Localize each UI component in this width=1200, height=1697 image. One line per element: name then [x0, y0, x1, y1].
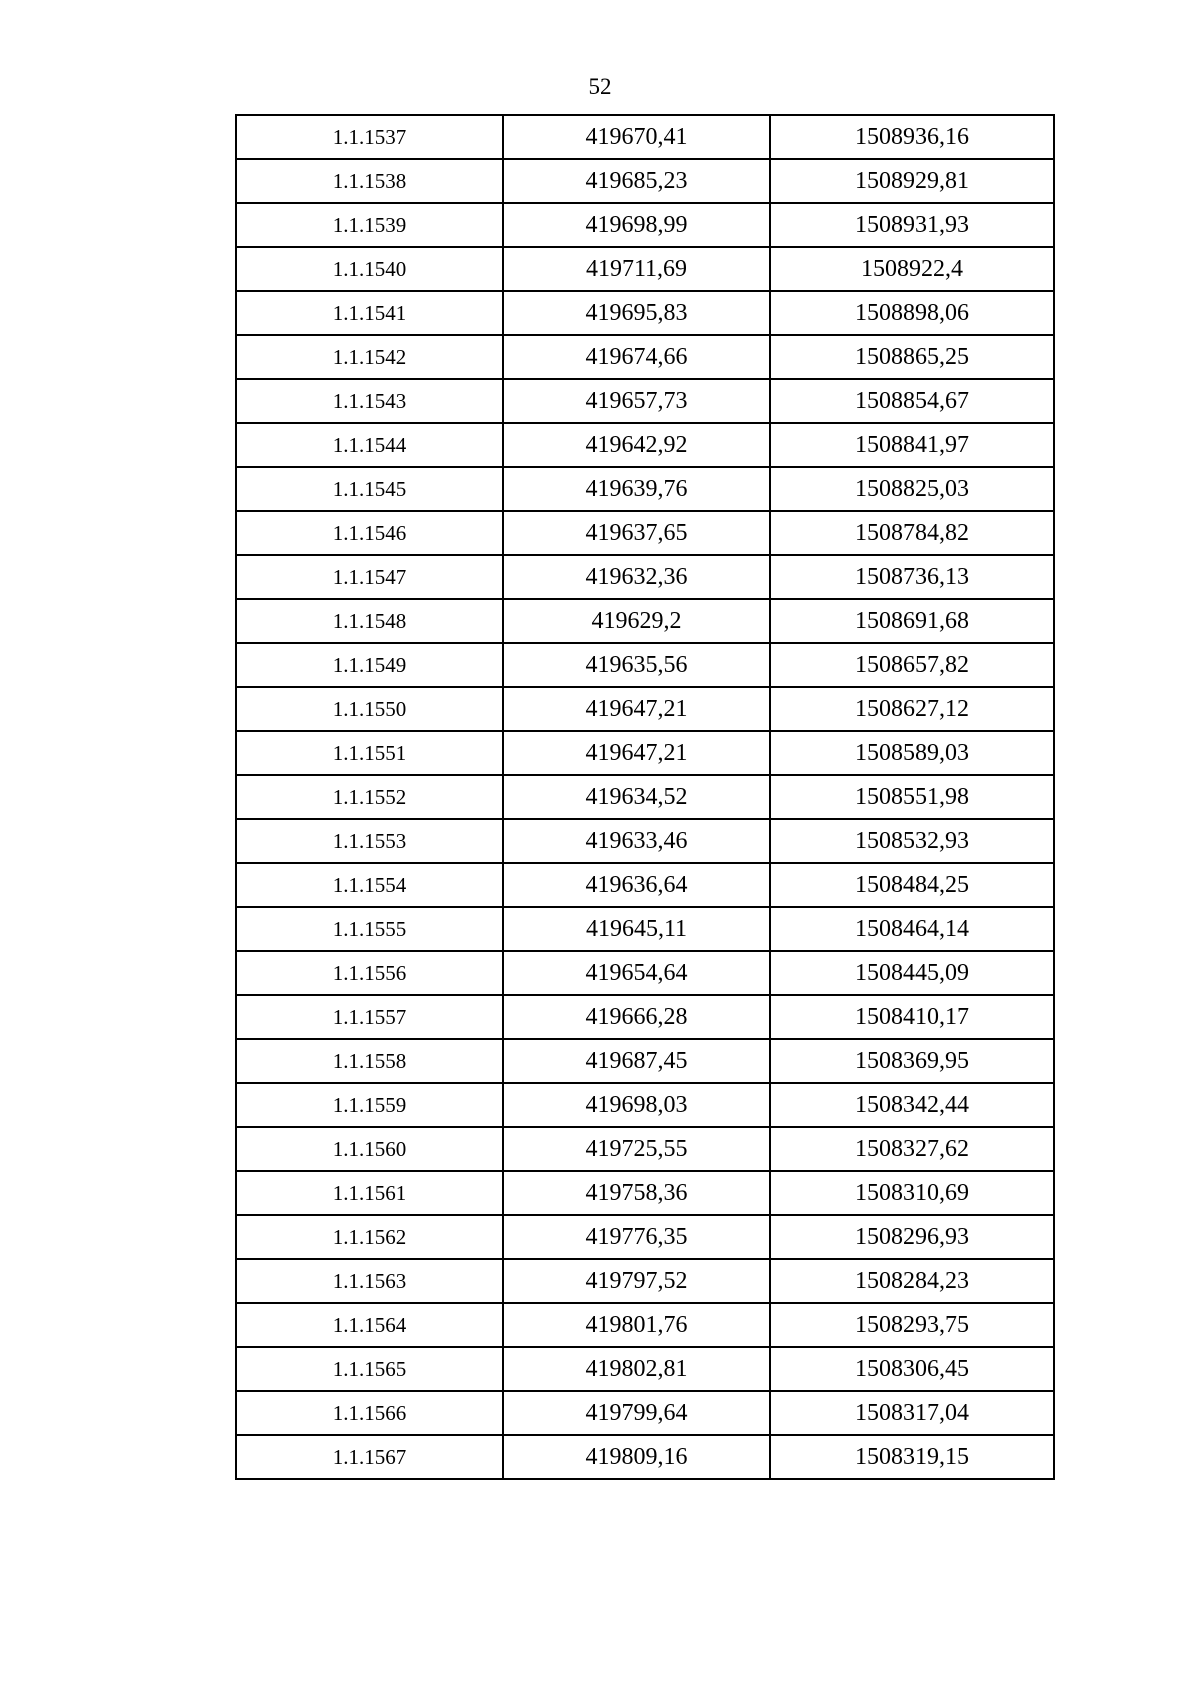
- y-coordinate-cell: 1508736,13: [770, 555, 1054, 599]
- point-id-cell: 1.1.1545: [236, 467, 503, 511]
- table-row: [236, 1435, 1054, 1479]
- table-row: [236, 995, 1054, 1039]
- point-id-cell: 1.1.1548: [236, 599, 503, 643]
- x-coordinate-cell: 419725,55: [503, 1127, 770, 1171]
- x-coordinate-cell: 419758,36: [503, 1171, 770, 1215]
- table-row: [236, 467, 1054, 511]
- y-coordinate-cell: 1508865,25: [770, 335, 1054, 379]
- point-id-cell: 1.1.1553: [236, 819, 503, 863]
- table-row: [236, 819, 1054, 863]
- x-coordinate-cell: 419674,66: [503, 335, 770, 379]
- y-coordinate-cell: 1508841,97: [770, 423, 1054, 467]
- table-row: [236, 511, 1054, 555]
- point-id-cell: 1.1.1556: [236, 951, 503, 995]
- y-coordinate-cell: 1508657,82: [770, 643, 1054, 687]
- point-id-cell: 1.1.1567: [236, 1435, 503, 1479]
- table-row: [236, 1171, 1054, 1215]
- x-coordinate-cell: 419635,56: [503, 643, 770, 687]
- x-coordinate-cell: 419633,46: [503, 819, 770, 863]
- table-row: [236, 247, 1054, 291]
- table-row: [236, 379, 1054, 423]
- table-row: [236, 203, 1054, 247]
- table-row: [236, 599, 1054, 643]
- table-row: [236, 291, 1054, 335]
- table-row: [236, 1127, 1054, 1171]
- x-coordinate-cell: 419634,52: [503, 775, 770, 819]
- x-coordinate-cell: 419642,92: [503, 423, 770, 467]
- point-id-cell: 1.1.1557: [236, 995, 503, 1039]
- point-id-cell: 1.1.1550: [236, 687, 503, 731]
- x-coordinate-cell: 419647,21: [503, 687, 770, 731]
- x-coordinate-cell: 419698,03: [503, 1083, 770, 1127]
- y-coordinate-cell: 1508551,98: [770, 775, 1054, 819]
- x-coordinate-cell: 419637,65: [503, 511, 770, 555]
- y-coordinate-cell: 1508854,67: [770, 379, 1054, 423]
- y-coordinate-cell: 1508464,14: [770, 907, 1054, 951]
- x-coordinate-cell: 419639,76: [503, 467, 770, 511]
- point-id-cell: 1.1.1565: [236, 1347, 503, 1391]
- point-id-cell: 1.1.1542: [236, 335, 503, 379]
- point-id-cell: 1.1.1551: [236, 731, 503, 775]
- x-coordinate-cell: 419654,64: [503, 951, 770, 995]
- y-coordinate-cell: 1508691,68: [770, 599, 1054, 643]
- coordinates-table-body: [236, 115, 1054, 1479]
- table-row: [236, 1039, 1054, 1083]
- y-coordinate-cell: 1508319,15: [770, 1435, 1054, 1479]
- point-id-cell: 1.1.1547: [236, 555, 503, 599]
- x-coordinate-cell: 419776,35: [503, 1215, 770, 1259]
- y-coordinate-cell: 1508284,23: [770, 1259, 1054, 1303]
- table-row: [236, 1083, 1054, 1127]
- table-row: [236, 423, 1054, 467]
- point-id-cell: 1.1.1543: [236, 379, 503, 423]
- point-id-cell: 1.1.1537: [236, 115, 503, 159]
- y-coordinate-cell: 1508784,82: [770, 511, 1054, 555]
- x-coordinate-cell: 419698,99: [503, 203, 770, 247]
- point-id-cell: 1.1.1554: [236, 863, 503, 907]
- point-id-cell: 1.1.1559: [236, 1083, 503, 1127]
- table-row: [236, 1347, 1054, 1391]
- y-coordinate-cell: 1508369,95: [770, 1039, 1054, 1083]
- table-row: [236, 115, 1054, 159]
- point-id-cell: 1.1.1552: [236, 775, 503, 819]
- x-coordinate-cell: 419711,69: [503, 247, 770, 291]
- y-coordinate-cell: 1508293,75: [770, 1303, 1054, 1347]
- page-number: 52: [588, 74, 612, 99]
- y-coordinate-cell: 1508484,25: [770, 863, 1054, 907]
- table-row: [236, 863, 1054, 907]
- point-id-cell: 1.1.1563: [236, 1259, 503, 1303]
- x-coordinate-cell: 419670,41: [503, 115, 770, 159]
- y-coordinate-cell: 1508317,04: [770, 1391, 1054, 1435]
- point-id-cell: 1.1.1544: [236, 423, 503, 467]
- x-coordinate-cell: 419666,28: [503, 995, 770, 1039]
- point-id-cell: 1.1.1566: [236, 1391, 503, 1435]
- point-id-cell: 1.1.1555: [236, 907, 503, 951]
- table-row: [236, 555, 1054, 599]
- table-row: [236, 643, 1054, 687]
- y-coordinate-cell: 1508929,81: [770, 159, 1054, 203]
- x-coordinate-cell: 419636,64: [503, 863, 770, 907]
- y-coordinate-cell: 1508532,93: [770, 819, 1054, 863]
- y-coordinate-cell: 1508589,03: [770, 731, 1054, 775]
- y-coordinate-cell: 1508296,93: [770, 1215, 1054, 1259]
- x-coordinate-cell: 419685,23: [503, 159, 770, 203]
- table-row: [236, 1215, 1054, 1259]
- y-coordinate-cell: 1508310,69: [770, 1171, 1054, 1215]
- table-row: [236, 1391, 1054, 1435]
- point-id-cell: 1.1.1558: [236, 1039, 503, 1083]
- x-coordinate-cell: 419799,64: [503, 1391, 770, 1435]
- table-row: [236, 335, 1054, 379]
- table-row: [236, 1303, 1054, 1347]
- x-coordinate-cell: 419647,21: [503, 731, 770, 775]
- x-coordinate-cell: 419629,2: [503, 599, 770, 643]
- y-coordinate-cell: 1508931,93: [770, 203, 1054, 247]
- x-coordinate-cell: 419687,45: [503, 1039, 770, 1083]
- table-row: [236, 159, 1054, 203]
- x-coordinate-cell: 419801,76: [503, 1303, 770, 1347]
- point-id-cell: 1.1.1538: [236, 159, 503, 203]
- y-coordinate-cell: 1508627,12: [770, 687, 1054, 731]
- x-coordinate-cell: 419657,73: [503, 379, 770, 423]
- y-coordinate-cell: 1508445,09: [770, 951, 1054, 995]
- point-id-cell: 1.1.1539: [236, 203, 503, 247]
- y-coordinate-cell: 1508922,4: [770, 247, 1054, 291]
- y-coordinate-cell: 1508327,62: [770, 1127, 1054, 1171]
- y-coordinate-cell: 1508825,03: [770, 467, 1054, 511]
- point-id-cell: 1.1.1540: [236, 247, 503, 291]
- point-id-cell: 1.1.1549: [236, 643, 503, 687]
- y-coordinate-cell: 1508898,06: [770, 291, 1054, 335]
- table-row: [236, 907, 1054, 951]
- x-coordinate-cell: 419645,11: [503, 907, 770, 951]
- y-coordinate-cell: 1508936,16: [770, 115, 1054, 159]
- x-coordinate-cell: 419797,52: [503, 1259, 770, 1303]
- point-id-cell: 1.1.1541: [236, 291, 503, 335]
- y-coordinate-cell: 1508410,17: [770, 995, 1054, 1039]
- point-id-cell: 1.1.1561: [236, 1171, 503, 1215]
- point-id-cell: 1.1.1546: [236, 511, 503, 555]
- point-id-cell: 1.1.1562: [236, 1215, 503, 1259]
- table-row: [236, 687, 1054, 731]
- x-coordinate-cell: 419809,16: [503, 1435, 770, 1479]
- y-coordinate-cell: 1508342,44: [770, 1083, 1054, 1127]
- table-row: [236, 1259, 1054, 1303]
- x-coordinate-cell: 419802,81: [503, 1347, 770, 1391]
- table-row: [236, 731, 1054, 775]
- y-coordinate-cell: 1508306,45: [770, 1347, 1054, 1391]
- table-row: [236, 951, 1054, 995]
- table-row: [236, 775, 1054, 819]
- point-id-cell: 1.1.1564: [236, 1303, 503, 1347]
- coordinates-table: [235, 114, 1055, 1480]
- point-id-cell: 1.1.1560: [236, 1127, 503, 1171]
- x-coordinate-cell: 419632,36: [503, 555, 770, 599]
- x-coordinate-cell: 419695,83: [503, 291, 770, 335]
